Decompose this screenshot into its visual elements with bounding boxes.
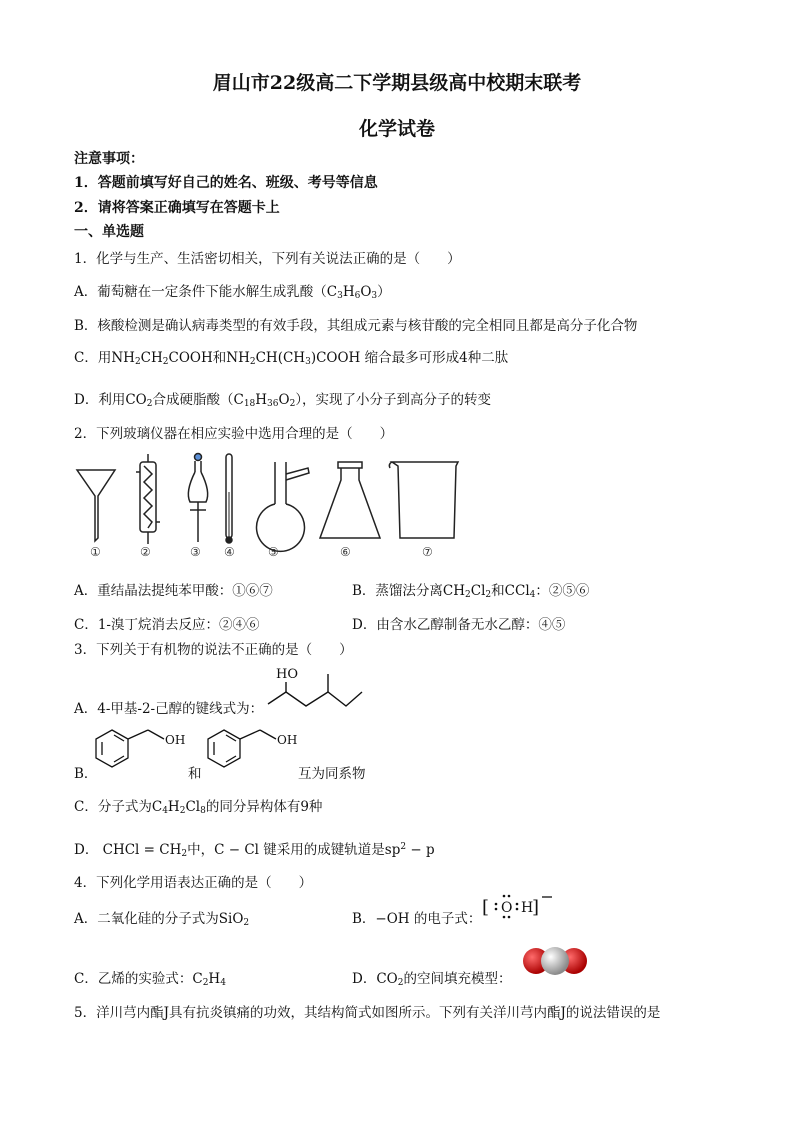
section-heading: 一、单选题 xyxy=(74,224,144,240)
page-subtitle: 化学试卷 xyxy=(358,118,435,140)
q3-and-label: 和 xyxy=(188,766,202,782)
distillation-flask-icon xyxy=(257,462,310,551)
co2-space-filling-model xyxy=(522,944,588,978)
skeletal-formula-a xyxy=(268,666,378,714)
q2-stem: 2．下列玻璃仪器在相应实验中选用合理的是（ ） xyxy=(74,426,394,442)
notes-heading: 注意事项： xyxy=(74,151,144,167)
notes-item-1: 1．答题前填写好自己的姓名、班级、考号等信息 xyxy=(74,175,378,191)
glass-label-5: ⑤ xyxy=(268,545,279,559)
svg-text:O: O xyxy=(501,900,513,916)
q2-option-a: A．重结晶法提纯苯甲酸：①⑥⑦ xyxy=(74,583,273,599)
q2-option-d: D．由含水乙醇制备无水乙醇：④⑤ xyxy=(352,617,566,633)
oh-label-1: OH xyxy=(165,733,186,747)
glass-label-7: ⑦ xyxy=(422,545,433,559)
q1-option-a: A．葡萄糖在一定条件下能水解生成乳酸$(C_3H_6O_3)$ xyxy=(74,284,391,301)
q1-stem: 1．化学与生产、生活密切相关，下列有关说法正确的是（ ） xyxy=(74,251,461,267)
q4-option-c: C．乙烯的实验式：$C_2H_4$ xyxy=(74,971,226,988)
q3-option-a: A．4-甲基-2-己醇的键线式为： xyxy=(74,701,264,717)
glass-label-6: ⑥ xyxy=(340,545,351,559)
oh-label-2: OH xyxy=(277,733,298,747)
hydroxyl-electron-formula xyxy=(480,893,560,921)
ho-label: HO xyxy=(276,667,298,682)
q3-stem: 3．下列关于有机物的说法不正确的是（ ） xyxy=(74,642,353,658)
glassware-figure xyxy=(70,452,470,560)
condenser-icon xyxy=(136,454,160,544)
thermometer-icon xyxy=(226,454,232,543)
q4-option-b: B．−OH 的电子式： xyxy=(352,911,482,927)
funnel-icon xyxy=(77,470,115,541)
conical-flask-icon xyxy=(320,462,380,538)
benzyl-alcohol-structure-2 xyxy=(206,728,306,780)
q3-option-c: C．分子式为$C_4H_2Cl_8$的同分异构体有9种 xyxy=(74,799,323,816)
q3-option-d: D． CHCl = $CH_2$中，C − Cl 键采用的成键轨道是$sp^2 - p$ xyxy=(74,842,435,859)
glass-label-3: ③ xyxy=(190,545,201,559)
separatory-funnel-icon xyxy=(188,454,207,543)
q1-option-c: C．用$NH_2CH_2COOH$和$NH_2CH(CH_3)COOH$ 缩合最多可形成4种二肽 xyxy=(74,350,509,367)
q2-option-c: C．1-溴丁烷消去反应：②④⑥ xyxy=(74,617,260,633)
q5-stem: 5．洋川芎内酯J具有抗炎镇痛的功效，其结构简式如图所示。下列有关洋川芎内酯J的说法错误的是 xyxy=(74,1005,661,1021)
q1-option-d: D．利用$CO_2$合成硬脂酸$(C_{18}H_{36}O_2)$，实现了小分子到高分子的转变 xyxy=(74,392,492,409)
glass-label-2: ② xyxy=(140,545,151,559)
q4-option-a: A．二氧化硅的分子式为SiO$_2$ xyxy=(74,911,250,928)
beaker-icon xyxy=(389,462,458,538)
glass-label-4: ④ xyxy=(224,545,235,559)
svg-text:[: [ xyxy=(482,897,490,918)
svg-text:]: ] xyxy=(532,897,540,918)
notes-item-2: 2．请将答案正确填写在答题卡上 xyxy=(74,200,280,216)
q2-option-b: B．蒸馏法分离$CH_2Cl_2$和CCl$_4$：②⑤⑥ xyxy=(352,583,590,600)
svg-text:H: H xyxy=(521,900,534,916)
glass-label-1: ① xyxy=(90,545,101,559)
page-title: 眉山市22级高二下学期县级高中校期末联考 xyxy=(212,72,582,94)
q1-option-b: B．核酸检测是确认病毒类型的有效手段，其组成元素与核苷酸的完全相同且都是高分子化合物 xyxy=(74,318,638,334)
benzyl-alcohol-structure-1 xyxy=(94,728,194,780)
q3-option-b-label: B． xyxy=(74,766,98,782)
q4-option-d: D．$CO_2$的空间填充模型： xyxy=(352,971,512,988)
q3-option-b-text: 互为同系物 xyxy=(298,766,366,782)
q4-stem: 4．下列化学用语表达正确的是（ ） xyxy=(74,875,313,891)
